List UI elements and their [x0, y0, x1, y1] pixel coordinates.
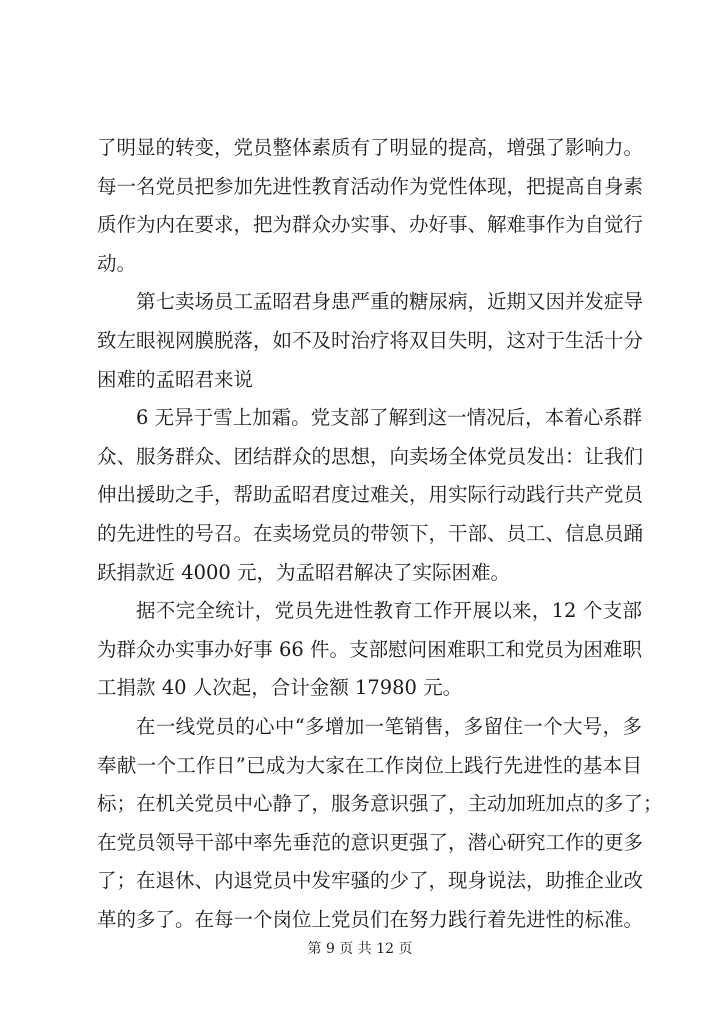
text-line: 革的多了。在每一个岗位上党员们在努力践行着先进性的标准。 [97, 907, 644, 931]
text-line: 工捐款 40 人次起，合计金额 17980 元。 [97, 676, 463, 700]
text-line: 奉献一个工作日”已成为大家在工作岗位上践行先进性的基本目 [97, 753, 642, 777]
text-line: 了明显的转变，党员整体素质有了明显的提高，增强了影响力。 [97, 136, 644, 159]
text-line: 质作为内在要求，把为群众办实事、办好事、解难事作为自觉行 [97, 213, 644, 237]
text-line: 标；在机关党员中心静了，服务意识强了，主动加班加点的多了； [97, 792, 663, 816]
paragraph-first-line: 据不完全统计，党员先进性教育工作开展以来，12 个支部 [136, 599, 642, 623]
paragraph-first-line: 第七卖场员工孟昭君身患严重的糖尿病，近期又因并发症导 [136, 290, 644, 314]
text-line: 在党员领导干部中率先垂范的意识更强了，潜心研究工作的更多 [97, 830, 644, 854]
text-line: 跃捐款近 4000 元，为孟昭君解决了实际困难。 [97, 560, 511, 584]
body-text [97, 129, 663, 939]
text-line: 为群众办实事办好事 66 件。支部慰问困难职工和党员为困难职 [97, 637, 642, 661]
paragraph-first-line: 6 无异于雪上加霜。党支部了解到这一情况后，本着心系群 [136, 406, 643, 430]
text-line: 的先进性的号召。在卖场党员的带领下，干部、员工、信息员踊 [97, 521, 644, 545]
page-footer: 第 9 页 共 12 页 [307, 941, 413, 957]
text-line: 动。 [97, 251, 137, 275]
text-line: 伸出援助之手，帮助孟昭君度过难关，用实际行动践行共产党员 [97, 483, 644, 507]
text-line: 众、服务群众、团结群众的思想，向卖场全体党员发出：让我们 [97, 444, 644, 468]
text-line: 困难的孟昭君来说 [97, 367, 254, 391]
text-line: 致左眼视网膜脱落，如不及时治疗将双目失明，这对于生活十分 [97, 328, 644, 352]
paragraph-first-line: 在一线党员的心中“多增加一笔销售，多留住一个大号，多 [136, 714, 642, 738]
text-line: 了；在退休、内退党员中发牢骚的少了，现身说法，助推企业改 [97, 869, 644, 893]
text-line: 每一名党员把参加先进性教育活动作为党性体现，把提高自身素 [97, 174, 644, 198]
